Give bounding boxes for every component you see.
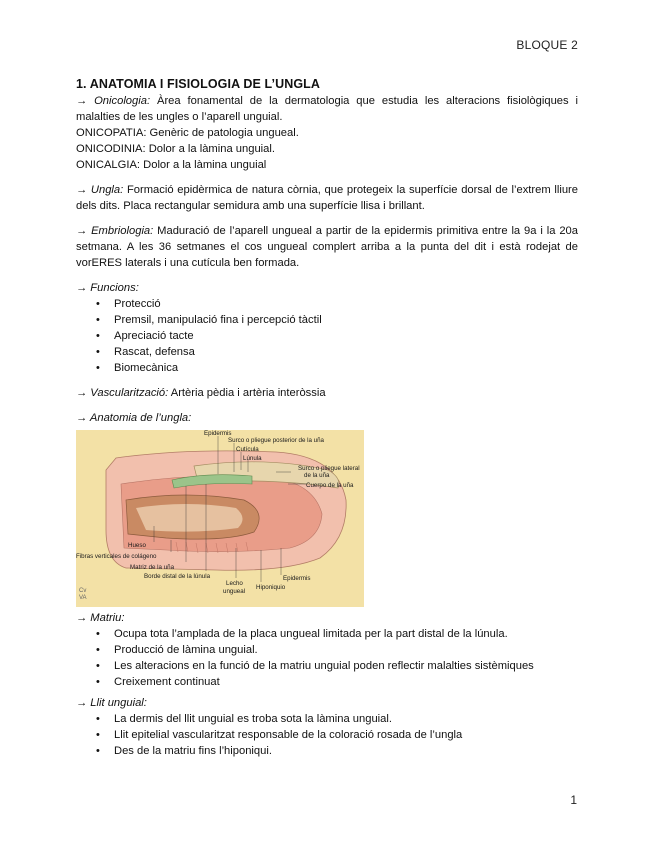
nail-anatomy-figure [76, 430, 364, 607]
onicologia-paragraph [76, 93, 578, 125]
label-cuticula: Cutícula [236, 446, 259, 453]
list-item: • Premsil, manipulació fina i percepció tàctil [114, 312, 578, 328]
publisher-logo: Cv [79, 588, 87, 594]
ungla-text: Formació epidèrmica de natura còrnia, que protegeix la superfície dorsal de l’extrem lliure dels dits. Placa rectangular semidura amb una superfície llisa i brillant. [76, 184, 578, 212]
label-surco-posterior: Surco o pliegue posterior de la uña [228, 437, 324, 444]
label-surco-lateral: Surco o pliegue lateral [298, 465, 360, 472]
arrow-glyph: → [76, 95, 88, 107]
onicologia-term: Onicologia: [94, 95, 151, 107]
list-item: • Ocupa tota l’amplada de la placa ungueal limitada per la part distal de la lúnula. [114, 626, 578, 642]
vascularitzacio-term: Vascularització: [90, 387, 169, 399]
vascularitzacio-text: Artèria pèdia i artèria interòssia [170, 387, 326, 399]
definition-line: ONICODINIA: Dolor a la làmina unguial. [76, 143, 275, 155]
label-epidermis-top: Epidermis [204, 430, 232, 437]
list-item: • Des de la matriu fins l’hiponiqui. [114, 743, 578, 759]
list-item: • La dermis del llit unguial es troba sota la làmina unguial. [114, 711, 578, 727]
llit-heading: → Llit unguial: [76, 697, 147, 709]
list-item: • Protecció [114, 296, 578, 312]
label-lecho: Lecho [226, 580, 243, 587]
section-title: 1. ANATOMIA I FISIOLOGIA DE L’UNGLA [76, 77, 321, 91]
onicologia-text: Àrea fonamental de la dermatologia que estudia les alteracions fisiològiques i malalties de les ungles o l’aparell unguial. [76, 95, 578, 123]
matriu-heading: → Matriu: [76, 612, 125, 624]
list-item: • Llit epitelial vascularitzat responsable de la coloració rosada de l’ungla [114, 727, 578, 743]
definition-line: ONICALGIA: Dolor a la làmina unguial [76, 159, 267, 171]
bone-marrow [136, 504, 243, 532]
vascularitzacio-paragraph [76, 385, 578, 401]
label-epidermis-bottom: Epidermis [283, 575, 311, 582]
ungla-paragraph [76, 182, 578, 214]
list-item: • Apreciació tacte [114, 328, 578, 344]
page-number: 1 [570, 793, 577, 807]
list-item: • Les alteracions en la funció de la matriu unguial poden reflectir malalties sistèmiques [114, 658, 578, 674]
list-item: • Producció de làmina unguial. [114, 642, 578, 658]
funcions-list [76, 296, 578, 376]
label-surco-lateral: de la uña [304, 472, 330, 479]
label-borde: Borde distal de la lúnula [144, 573, 211, 580]
embriologia-text: Maduració de l’aparell ungueal a partir de la epidermis primitiva entre la 9a i la 20a setmana. A les 36 setmanes el cos ungueal complert arriba a la punta del dit i està rodejat de vorERES laterals i una cutícula ben formada. [76, 225, 578, 269]
label-fibras: Fibras verticales de colágeno [76, 553, 157, 560]
label-lecho: ungueal [223, 588, 246, 595]
list-item: • Rascat, defensa [114, 344, 578, 360]
label-hueso: Hueso [128, 542, 146, 549]
nail-anatomy-illustration [76, 430, 364, 607]
list-item: • Creixement continuat [114, 674, 578, 690]
publisher-logo: VA [79, 595, 87, 601]
block-header: BLOQUE 2 [516, 38, 578, 52]
list-item: • Biomecànica [114, 360, 578, 376]
arrow-glyph: → [76, 225, 88, 237]
label-cuerpo: Cuerpo de la uña [306, 482, 354, 489]
document-content [76, 76, 578, 759]
funcions-heading: → Funcions: [76, 282, 139, 294]
label-hiponiquio: Hiponiquio [256, 584, 286, 591]
label-matriz: Matriz de la uña [130, 564, 175, 571]
embriologia-term: Embriologia: [91, 225, 154, 237]
arrow-glyph: → [76, 387, 88, 399]
label-lunula: Lúnula [243, 455, 262, 462]
ungla-term: Ungla: [90, 184, 124, 196]
arrow-glyph: → [76, 184, 88, 196]
anatomia-heading: → Anatomia de l’ungla: [76, 412, 192, 424]
matriu-list [76, 626, 578, 690]
llit-list [76, 711, 578, 759]
definition-line: ONICOPATIA: Genèric de patologia ungueal. [76, 127, 299, 139]
embriologia-paragraph [76, 223, 578, 271]
